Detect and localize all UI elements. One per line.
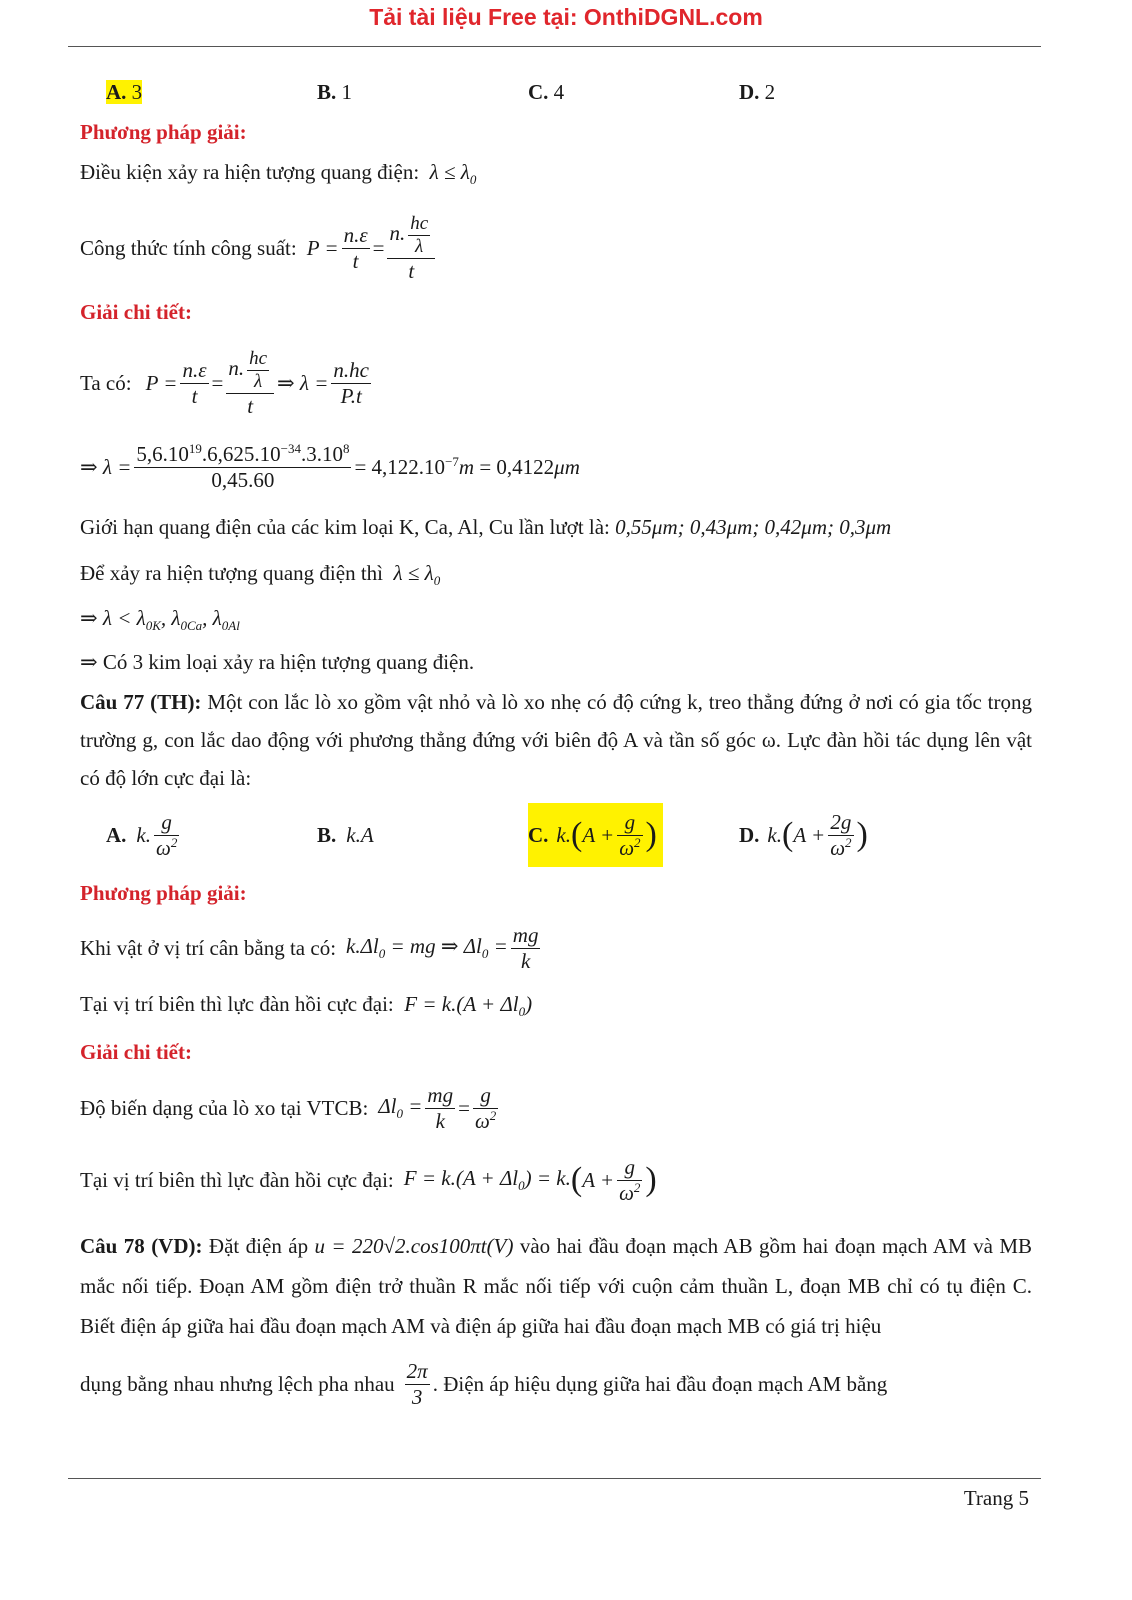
q77-option-b[interactable] (317, 805, 374, 865)
formula: ⇒ λ = (80, 454, 132, 479)
q76-power-formula: Công thức tính công suất: P = $\frac{n.\varepsilon}{t}$ = n. $\frac{hc}{\lambda}$ t (80, 208, 438, 288)
formula: ) (645, 1161, 657, 1198)
formula: = (458, 1095, 470, 1120)
q77-deformation: Độ biến dạng của lò xo tại VTCB: $\Delta l_0$ = $\frac{mg}{k}$ = $\frac{g}{\omega^2}$ (80, 1083, 497, 1133)
option-value: 3 (131, 80, 143, 104)
formula: $\frac{g}{\omega^2}$ (619, 810, 641, 860)
formula: $k.\Delta l_0$ = mg ⇒ $\Delta l_0$ = (346, 933, 508, 962)
formula: $\lambda \le \lambda_0$ (424, 160, 477, 188)
formula: k.A (346, 822, 374, 847)
formula: $\frac{n.hc}{P.t}$ (333, 358, 369, 408)
q78-last-line: dụng bằng nhau nhưng lệch pha nhau $\frac{2\pi}{3}$ . Điện áp hiệu dụng giữa hai đầu đoạn mạch AM bằng (80, 1359, 888, 1409)
q76-condition: Điều kiện xảy ra hiện tượng quang điện: $\lambda \le \lambda_0$ (80, 160, 477, 188)
formula: P = (306, 235, 339, 260)
page-header: Tải tài liệu Free tại: OnthiDGNL.com (369, 4, 763, 30)
formula: $\frac{2\pi}{3}$ (406, 1359, 428, 1409)
q76-inequality: ⇒ $\lambda < \lambda_{0K}$, $\lambda_{0Ca}$, $\lambda_{0Al}$ (80, 606, 240, 634)
option-value: 4 (553, 80, 565, 104)
formula: u = 220√2.cos100πt(V) (314, 1234, 514, 1258)
formula: n. $\frac{hc}{\lambda}$ t (226, 348, 274, 418)
option-letter: A. (106, 80, 127, 104)
page-number: Trang 5 (963, 1486, 1029, 1510)
q77-method-heading: Phương pháp giải: (80, 881, 247, 905)
q76-calculation (80, 438, 580, 496)
q77-solution-heading: Giải chi tiết: (80, 1040, 192, 1064)
option-letter: B. (317, 80, 337, 104)
formula: n. $\frac{hc}{\lambda}$ t (387, 213, 435, 283)
option-letter: B. (317, 822, 337, 847)
q77-stem (80, 683, 1032, 797)
option-value: 1 (341, 80, 353, 104)
formula: k. (136, 822, 151, 847)
q76-option-c[interactable] (528, 80, 564, 105)
formula: ) (856, 816, 868, 853)
formula: ⇒ λ = (277, 370, 329, 395)
formula: P = (145, 370, 178, 395)
q76-option-d[interactable] (739, 80, 775, 105)
q76-method-heading: Phương pháp giải: (80, 120, 247, 144)
formula: = (372, 235, 385, 260)
q77-option-a[interactable] (106, 805, 182, 865)
formula: A + (793, 822, 826, 847)
option-letter: A. (106, 822, 127, 847)
q76-conclusion: ⇒ Có 3 kim loại xảy ra hiện tượng quang điện. (80, 650, 475, 674)
limit-values: 0,55μm; 0,43μm; 0,42μm; 0,3μm (615, 515, 892, 539)
formula: $\frac{2g}{\omega^2}$ (830, 810, 852, 860)
option-letter: D. (739, 80, 760, 104)
q76-option-a[interactable] (106, 80, 142, 105)
formula: $\frac{mg}{k}$ (427, 1083, 454, 1133)
option-value: 2 (764, 80, 776, 104)
q77-max-force-result: Tại vị trí biên thì lực đàn hồi cực đại: $F = k.(A + \Delta l_0) = k$. ( A + $\frac{g}{\omega^2}$ ) (80, 1155, 657, 1205)
footer-rule (68, 1478, 1041, 1479)
q77-equilibrium: Khi vật ở vị trí cân bằng ta có: $k.\Delta l_0$ = mg ⇒ $\Delta l_0$ = $\frac{mg}{k}$ (80, 923, 539, 973)
formula: $\lambda \le \lambda_0$ (388, 561, 441, 589)
q76-derivation: Ta có: P = $\frac{n.\varepsilon}{t}$ = n. $\frac{hc}{\lambda}$ t ⇒ λ = $\frac{n.hc}{P.t}$ (80, 348, 369, 418)
q78-label: Câu 78 (VD): (80, 1234, 203, 1258)
q77-label: Câu 77 (TH): (80, 690, 202, 714)
formula: k. (556, 822, 571, 847)
option-letter: D. (739, 822, 760, 847)
formula: ( (782, 816, 794, 853)
formula: = (211, 370, 224, 395)
option-letter: C. (528, 822, 549, 847)
q77-max-force: Tại vị trí biên thì lực đàn hồi cực đại: $F = k.(A + \Delta l_0)$ (80, 992, 533, 1020)
formula: $\frac{g}{\omega^2}$ (619, 1155, 641, 1205)
q77-text: Một con lắc lò xo gồm vật nhỏ và lò xo nhẹ có độ cứng k, treo thẳng đứng ở nơi có gia tốc trọng trường g, con lắc dao động với phương thẳng đứng với biên độ A và tần số góc ω. Lực đàn hồi tác dụng lên vật có độ lớn cực đại là: (80, 690, 1033, 790)
formula: $\frac{g}{\omega^2}$ (474, 1083, 497, 1133)
formula: = $4,122.10^{-7}m = 0,4122\mu m$ (354, 454, 580, 479)
formula: k. (767, 822, 782, 847)
formula: $\frac{mg}{k}$ (512, 923, 539, 973)
formula: $F = k.(A + \Delta l_0) = k$. (403, 1165, 571, 1194)
formula: $\frac{g}{\omega^2}$ (156, 810, 178, 860)
formula: ( (571, 816, 583, 853)
q76-solution-heading: Giải chi tiết: (80, 300, 192, 324)
q76-to-occur: Để xảy ra hiện tượng quang điện thì $\lambda \le \lambda_0$ (80, 561, 441, 589)
formula: ) (645, 816, 657, 853)
q78-stem: Câu 78 (VD): Đặt điện áp u = 220√2.cos100πt(V) vào hai đầu đoạn mạch AB gồm hai đoạn mạch AM và MB mắc nối tiếp. Đoạn AM gồm điện trở thuần R mắc nối tiếp với cuộn cảm thuần L, đoạn MB chỉ có tụ điện C. Biết điện áp giữa hai đầu đoạn mạch AM và điện áp giữa hai đầu đoạn mạch MB có giá trị hiệu (80, 1234, 1032, 1338)
formula: ( (570, 1161, 583, 1198)
q77-option-c[interactable] (528, 803, 663, 867)
formula: A + (582, 1167, 615, 1192)
header-rule (68, 46, 1041, 47)
q76-limits: Giới hạn quang điện của các kim loại K, Ca, Al, Cu lần lượt là: 0,55μm; 0,43μm; 0,42μm; 0,3μm (80, 515, 892, 539)
formula: $\frac{n.\varepsilon}{t}$ (182, 358, 207, 408)
formula: $\Delta l_0$ = (378, 1093, 423, 1122)
formula: $\frac{n.\varepsilon}{t}$ (343, 223, 368, 273)
formula: A + (582, 822, 615, 847)
option-letter: C. (528, 80, 549, 104)
q76-option-b[interactable] (317, 80, 352, 105)
q77-option-d[interactable] (739, 805, 868, 865)
formula: $F = k.(A + \Delta l_0)$ (399, 992, 533, 1020)
formula: $\frac{5,6.10^{19}.6,625.10^{-34}.3.10^8}{0,45.60}$ (136, 441, 350, 492)
